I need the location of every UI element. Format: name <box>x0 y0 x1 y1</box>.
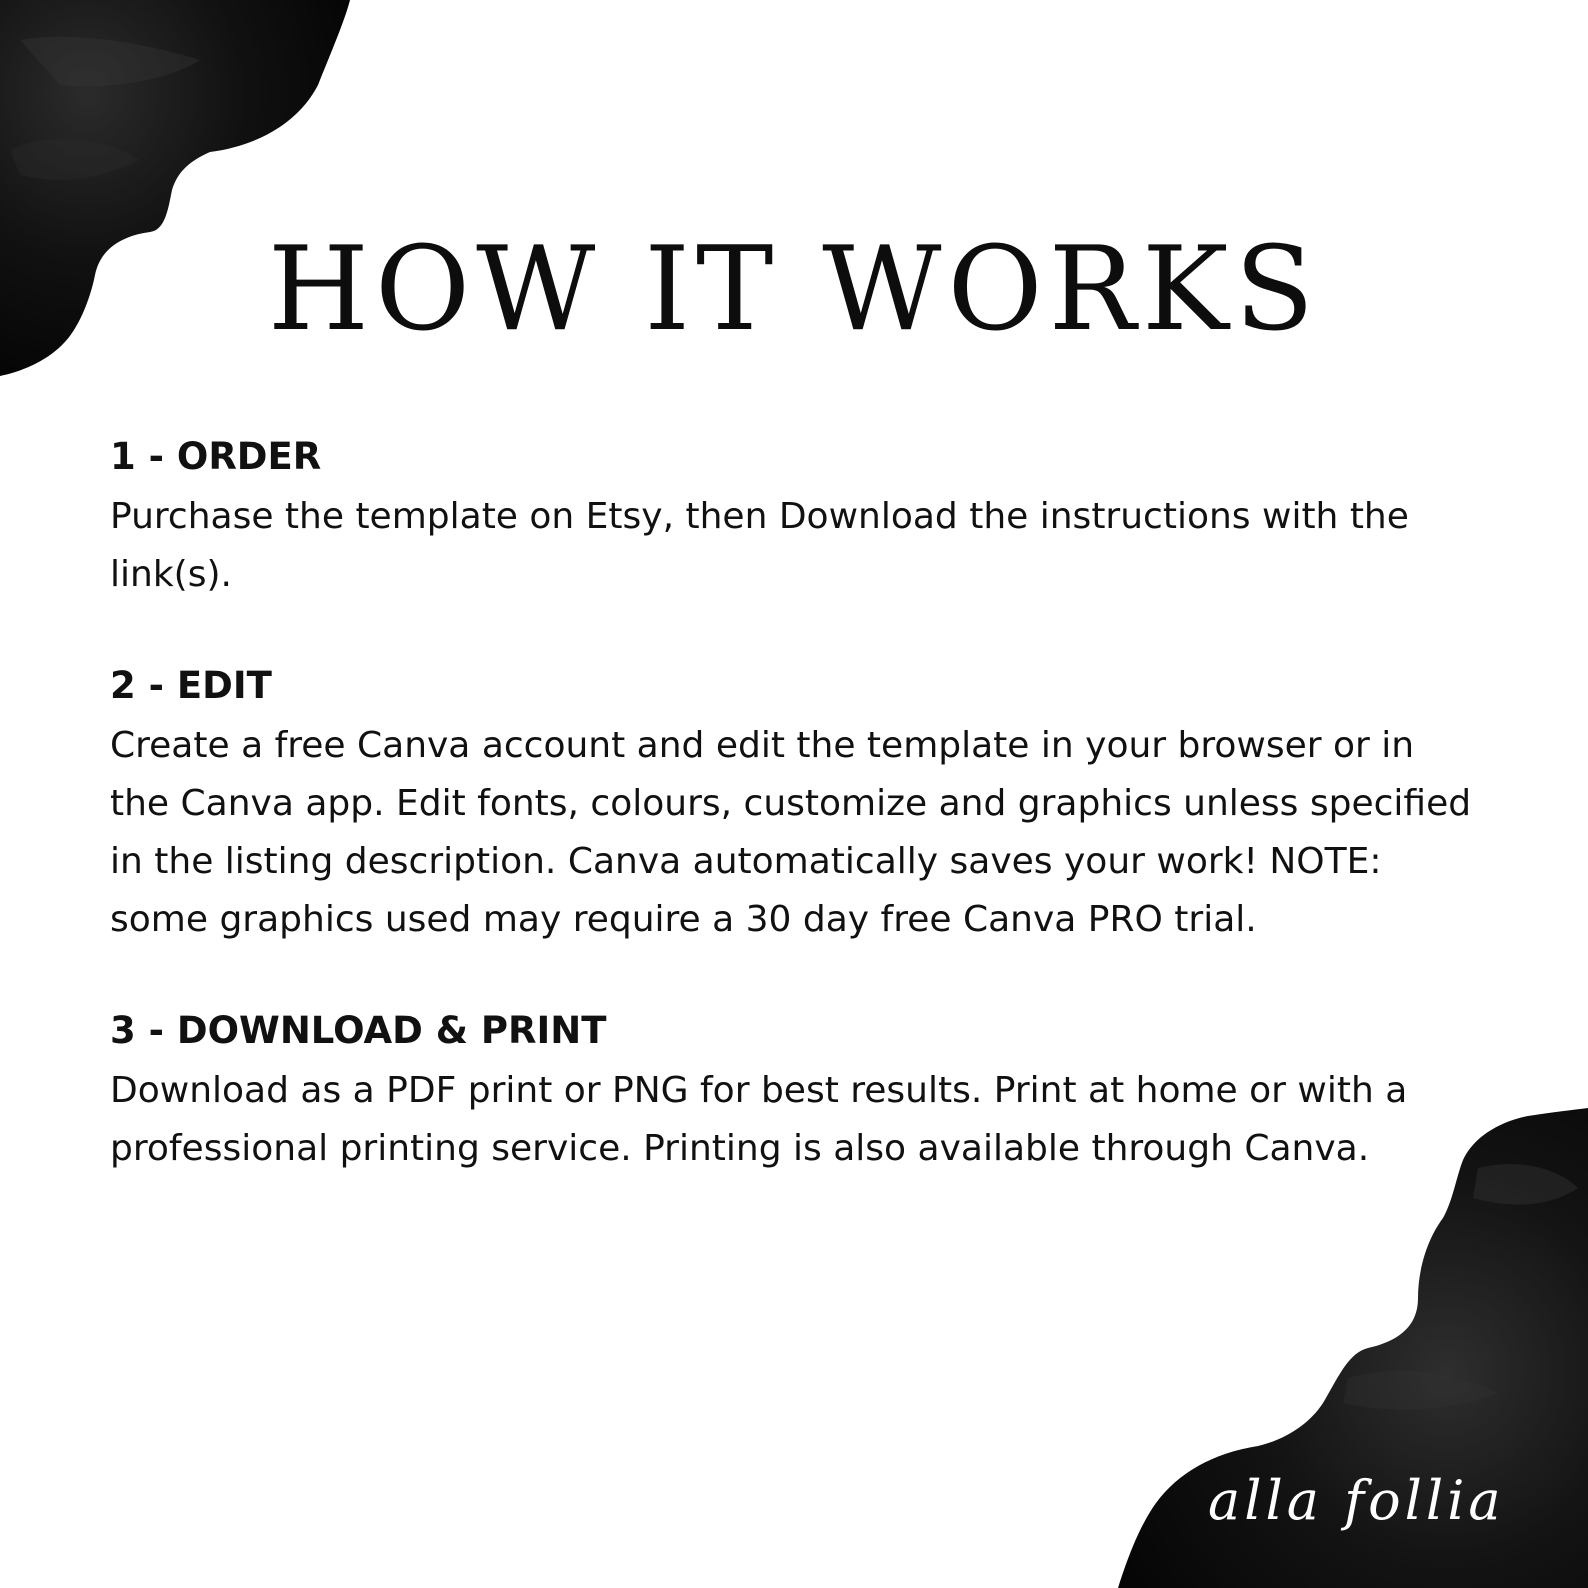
step-heading: 3 - DOWNLOAD & PRINT <box>110 1008 607 1052</box>
step-edit <box>110 661 1510 950</box>
step-body: Create a free Canva account and edit the template in your browser or in the Canva app. Edit fonts, colours, customize and graphics unless specified in the listing description. Canva automatically saves your work! NOTE: some graphics used may require a 30 day free Canva PRO trial. <box>110 724 1472 941</box>
step-heading: 1 - ORDER <box>110 435 322 478</box>
step-body: Purchase the template on Etsy, then Download the instructions with the link(s). <box>110 495 1409 596</box>
steps-list <box>110 432 1510 1234</box>
step-download-print <box>110 1006 1510 1179</box>
step-order <box>110 432 1510 605</box>
page-title: HOW IT WORKS <box>267 222 1321 357</box>
step-heading: 2 - EDIT <box>110 663 272 707</box>
step-body: Download as a PDF print or PNG for best results. Print at home or with a professional printing service. Printing is also available through Canva. <box>110 1069 1408 1169</box>
brand-signature: alla follia <box>1208 1469 1505 1532</box>
